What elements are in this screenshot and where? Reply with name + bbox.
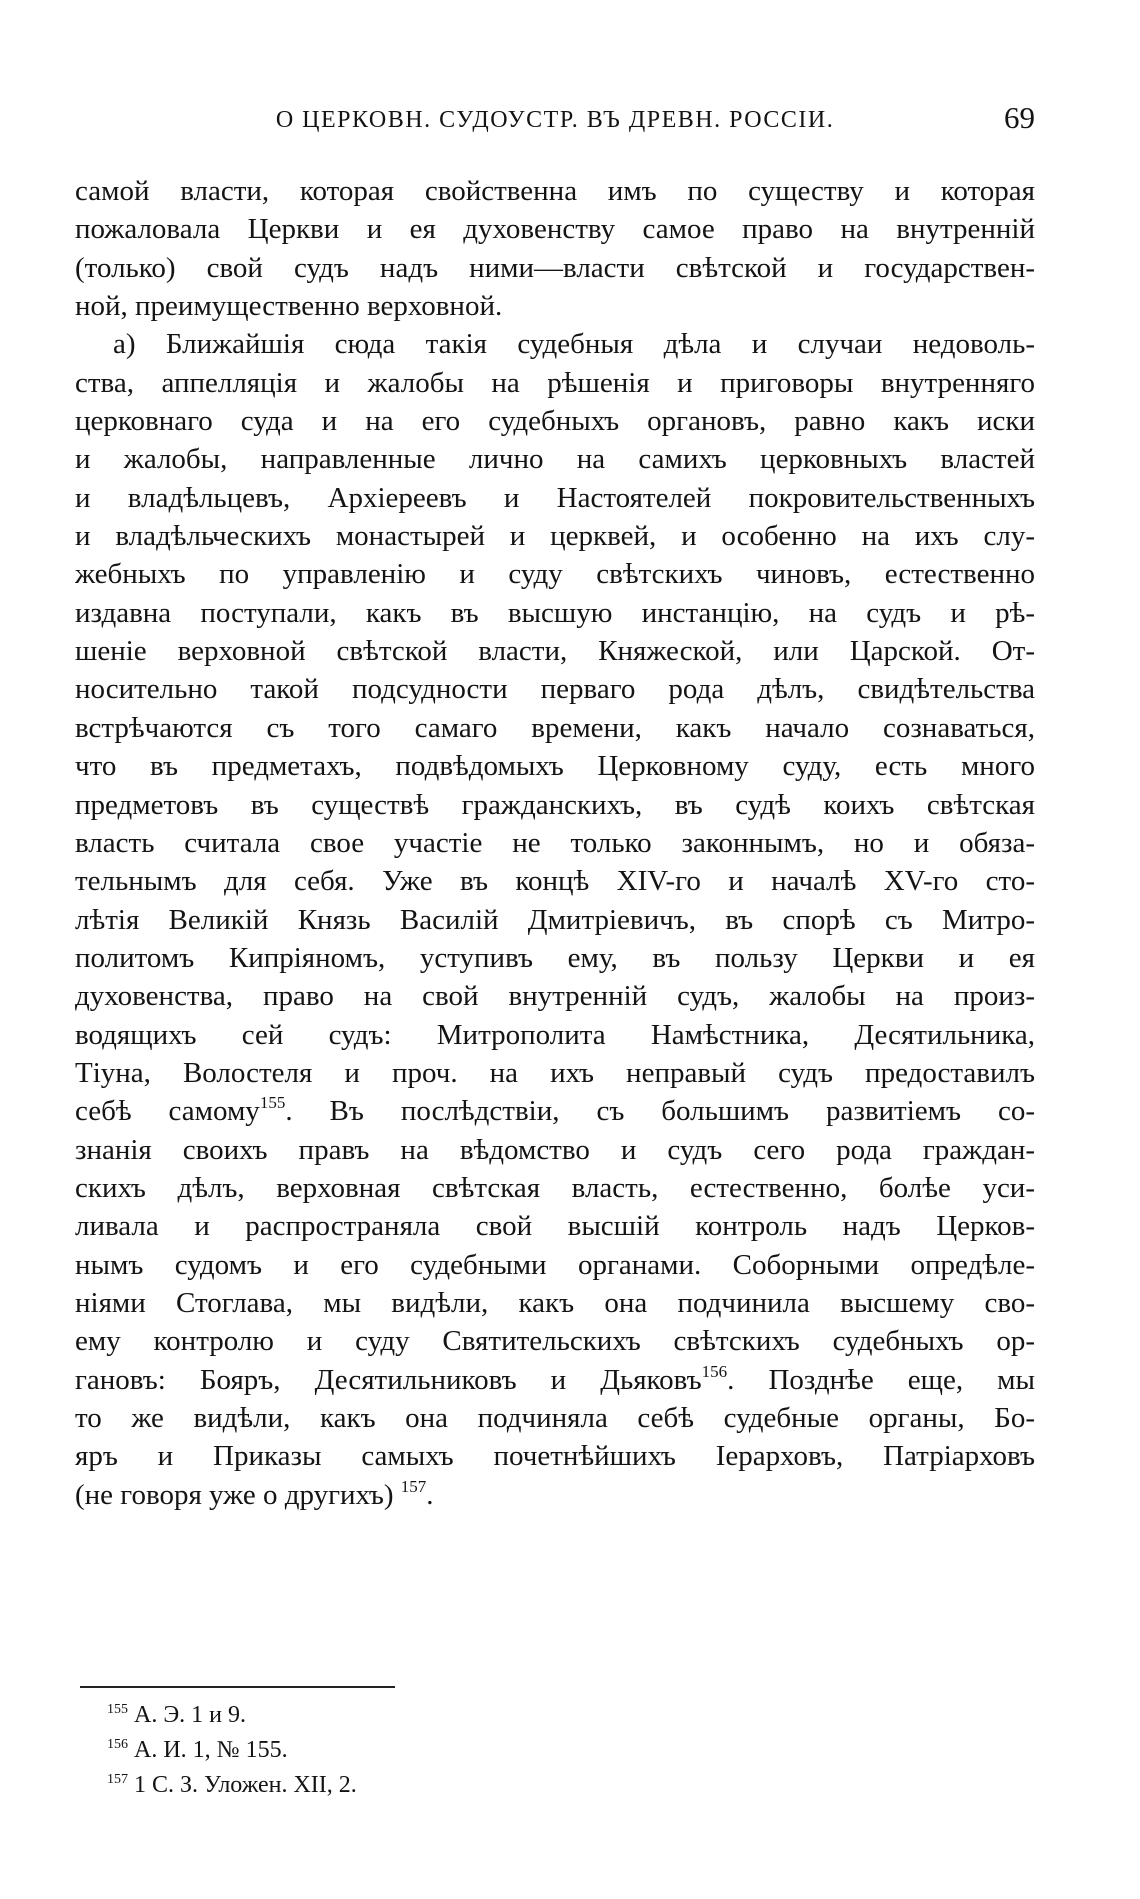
text-line: скихъ дѣлъ, верховная свѣтская власть, естественно, болѣе уси-	[75, 1171, 1035, 1204]
running-head	[75, 100, 1035, 140]
text-line: и владѣльцевъ, Архіереевъ и Настоятелей покровительственныхъ	[75, 481, 1035, 514]
footnote-ref-155: 155	[259, 1093, 286, 1113]
footnote-divider	[80, 1686, 395, 1688]
text-line: яръ и Приказы самыхъ почетнѣйшихъ Іерарховъ, Патріарховъ	[75, 1440, 1035, 1473]
footnote-text: 1 С. З. Уложен. XII, 2.	[134, 1772, 357, 1798]
footnotes	[98, 1698, 898, 1803]
footnote-text: А. И. 1, № 155.	[134, 1737, 288, 1763]
text-line: то же видѣли, какъ она подчиняла себѣ судебные органы, Бо-	[75, 1402, 1035, 1434]
page-number: 69	[1004, 100, 1035, 135]
text-line: ніями Стоглава, мы видѣли, какъ она подчинила высшему сво-	[75, 1286, 1035, 1319]
text-line-with-footnote-ref	[75, 1092, 1035, 1130]
footnote-ref-157: 157	[400, 1476, 427, 1496]
text-line: ливала и распространяла свой высшій контроль надъ Церков-	[75, 1210, 1035, 1243]
text-line: духовенства, право на свой внутренній судъ, жалобы на произ-	[75, 980, 1035, 1013]
text-segment: . Позднѣе еще, мы	[727, 1363, 1035, 1396]
text-line: пожаловала Церкви и ея духовенству самое право на внутренній	[75, 213, 1035, 246]
text-line: что въ предметахъ, подвѣдомыхъ Церковному суду, есть много	[75, 750, 1035, 783]
footnote: 155 А. Э. 1 и 9.	[107, 1702, 247, 1728]
body-text	[75, 172, 1035, 1514]
footnote: 156 А. И. 1, № 155.	[107, 1737, 288, 1763]
text-line: (только) свой судъ надъ ними—власти свѣтской и государствен-	[75, 251, 1035, 284]
text-line: водящихъ сей судъ: Митрополита Намѣстника, Десятильника,	[75, 1018, 1035, 1051]
text-line: предметовъ въ существѣ гражданскихъ, въ судѣ коихъ свѣтская	[75, 788, 1035, 821]
text-segment: (не говоря уже о другихъ)	[75, 1478, 394, 1511]
footnote-text: А. Э. 1 и 9.	[134, 1702, 247, 1728]
text-line: Тіуна, Волостеля и проч. на ихъ неправый судъ предоставилъ	[75, 1056, 1035, 1089]
text-line: и жалобы, направленные лично на самихъ церковныхъ властей	[75, 443, 1035, 476]
text-line: носительно такой подсудности перваго рода дѣлъ, свидѣтельства	[75, 673, 1035, 706]
text-line: самой власти, которая свойственна имъ по существу и которая	[75, 175, 1035, 207]
text-segment: . Въ послѣдствіи, съ большимъ развитіемъ со-	[285, 1095, 1035, 1128]
text-line: знанія своихъ правъ на вѣдомство и судъ сего рода граждан-	[75, 1133, 1035, 1166]
text-line: власть считала свое участіе не только законнымъ, но и обяза-	[75, 826, 1035, 859]
text-line: нымъ судомъ и его судебными органами. Соборными опредѣле-	[75, 1248, 1035, 1281]
text-line: встрѣчаются съ того самаго времени, какъ начало сознаваться,	[75, 711, 1035, 744]
text-line: ства, аппелляція и жалобы на рѣшенія и приговоры внутренняго	[75, 366, 1035, 399]
text-period: .	[426, 1478, 434, 1511]
text-line: жебныхъ по управленію и суду свѣтскихъ чиновъ, естественно	[75, 558, 1035, 591]
text-line: политомъ Кипріяномъ, уступивъ ему, въ пользу Церкви и ея	[75, 941, 1035, 974]
text-line: тельнымъ для себя. Уже въ концѣ XIV-го и началѣ XV-го сто-	[75, 865, 1035, 898]
text-line: ему контролю и суду Святительскихъ свѣтскихъ судебныхъ ор-	[75, 1325, 1035, 1358]
text-line: и владѣльческихъ монастырей и церквей, и особенно на ихъ слу-	[75, 520, 1035, 553]
footnote-ref-156: 156	[701, 1361, 728, 1381]
text-line: ной, преимущественно верховной.	[75, 290, 503, 323]
text-line: церковнаго суда и на его судебныхъ органовъ, равно какъ иски	[75, 405, 1035, 438]
footnote: 157 1 С. З. Уложен. XII, 2.	[107, 1772, 357, 1798]
text-line-with-footnote-ref	[75, 1476, 1035, 1514]
running-title: О ЦЕРКОВН. СУДОУСТР. ВЪ ДРЕВН. РОССІИ.	[275, 107, 835, 133]
paragraph-start-line: а) Ближайшія сюда такія судебныя дѣла и случаи недоволь-	[113, 328, 1035, 361]
text-segment: себѣ самому	[75, 1095, 260, 1128]
text-line: издавна поступали, какъ въ высшую инстанцію, на судъ и рѣ-	[75, 596, 1035, 629]
text-line: шеніе верховной свѣтской власти, Княжеской, или Царской. От-	[75, 635, 1035, 668]
text-line: лѣтія Великій Князь Василій Дмитріевичъ, въ спорѣ съ Митро-	[75, 903, 1035, 936]
text-segment: гановъ: Бояръ, Десятильниковъ и Дьяковъ	[75, 1363, 702, 1396]
text-line-with-footnote-ref	[75, 1361, 1035, 1399]
